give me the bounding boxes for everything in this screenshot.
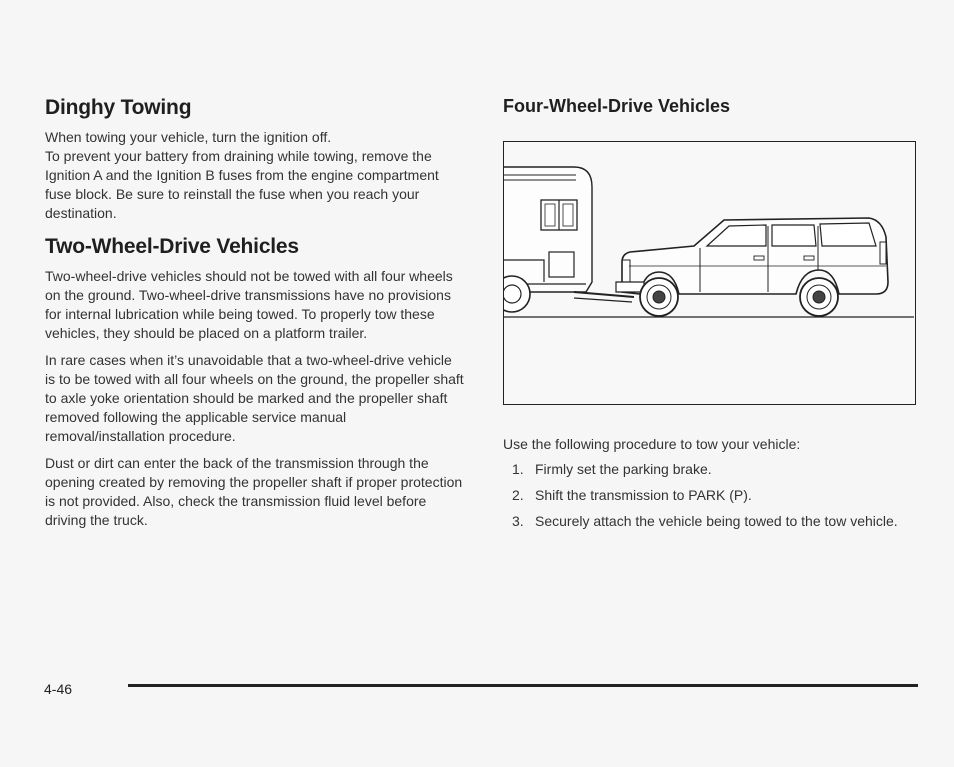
procedure-step: [503, 460, 913, 479]
procedure-step: [503, 486, 913, 505]
procedure-intro: Use the following procedure to tow your vehicle:: [503, 436, 801, 452]
two-wd-paragraph-1: Two-wheel-drive vehicles should not be towed with all four wheels on the ground. Two-wheel-drive transmissions have no provisions for internal lubrication while being towed. To properly tow these vehicles, they should be placed on a platform trailer.: [45, 268, 453, 341]
dinghy-towing-heading: Dinghy Towing: [45, 96, 192, 119]
dinghy-towing-illustration-icon: [503, 141, 916, 405]
four-wheel-drive-heading: Four-Wheel-Drive Vehicles: [503, 96, 731, 116]
procedure-steps: [503, 460, 913, 538]
footer-rule: [128, 684, 918, 687]
two-wd-paragraph-3: Dust or dirt can enter the back of the transmission through the opening created by removing the propeller shaft if proper protection is not provided. Also, check the transmission fluid level before driving the truck.: [45, 455, 463, 528]
step-text: Firmly set the parking brake.: [535, 461, 712, 477]
step-text: Securely attach the vehicle being towed to the tow vehicle.: [535, 513, 898, 529]
page-number: 4-46: [44, 681, 73, 697]
right-column: [503, 96, 923, 129]
two-wheel-drive-heading: Two-Wheel-Drive Vehicles: [45, 235, 299, 258]
step-number: 2.: [512, 487, 524, 503]
step-number: 3.: [512, 513, 524, 529]
procedure-step: [503, 512, 913, 531]
intro-line-1: When towing your vehicle, turn the ignition off.: [45, 129, 332, 145]
left-column: [45, 96, 465, 538]
step-text: Shift the transmission to PARK (P).: [535, 487, 752, 503]
two-wd-paragraph-2: In rare cases when it’s unavoidable that a two-wheel-drive vehicle is to be towed with all four wheels on the ground, the propeller shaft to axle yoke orientation should be marked and the propeller shaft removed following the applicable service manual removal/installation procedure.: [45, 352, 464, 444]
step-number: 1.: [512, 461, 524, 477]
intro-paragraph-2: To prevent your battery from draining while towing, remove the Ignition A and the Ignition B fuses from the engine compartment fuse block. Be sure to reinstall the fuse when you reach your destination.: [45, 148, 439, 221]
